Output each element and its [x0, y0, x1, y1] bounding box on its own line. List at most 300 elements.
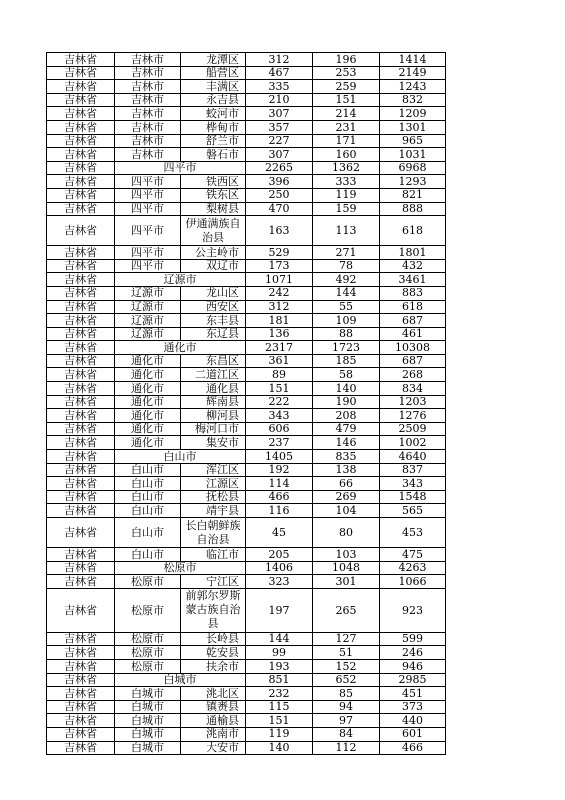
table-row — [47, 727, 446, 741]
value-cell-3: 461 — [380, 327, 446, 341]
city-name-cell: 辽源市 — [115, 273, 246, 287]
county-cell: 乾安县 — [181, 646, 246, 660]
value-cell-1: 1405 — [246, 450, 313, 464]
table-row — [47, 741, 446, 755]
value-cell-2: 112 — [313, 741, 380, 755]
city-cell: 吉林市 — [115, 120, 181, 134]
value-cell-1: 1071 — [246, 273, 313, 287]
value-cell-1: 606 — [246, 422, 313, 436]
city-cell: 吉林市 — [115, 80, 181, 94]
value-cell-3: 2509 — [380, 422, 446, 436]
city-cell: 白山市 — [115, 504, 181, 518]
table-row — [47, 354, 446, 368]
value-cell-2: 84 — [313, 727, 380, 741]
table-row — [47, 202, 446, 216]
value-cell-3: 687 — [380, 354, 446, 368]
value-cell-1: 466 — [246, 490, 313, 504]
value-cell-2: 1723 — [313, 341, 380, 355]
province-cell: 吉林省 — [47, 259, 115, 273]
value-cell-2: 58 — [313, 368, 380, 382]
city-cell: 白城市 — [115, 741, 181, 755]
table-row — [47, 409, 446, 423]
value-cell-2: 269 — [313, 490, 380, 504]
city-cell: 吉林市 — [115, 53, 181, 67]
city-cell: 通化市 — [115, 395, 181, 409]
value-cell-2: 208 — [313, 409, 380, 423]
value-cell-3: 453 — [380, 518, 446, 548]
city-cell: 辽源市 — [115, 327, 181, 341]
county-cell: 靖宇县 — [181, 504, 246, 518]
city-cell: 松原市 — [115, 659, 181, 673]
table-row — [47, 632, 446, 646]
city-cell: 白山市 — [115, 518, 181, 548]
value-cell-1: 140 — [246, 741, 313, 755]
county-cell: 浑江区 — [181, 463, 246, 477]
value-cell-2: 333 — [313, 175, 380, 189]
value-cell-2: 103 — [313, 548, 380, 562]
value-cell-2: 253 — [313, 66, 380, 80]
province-cell: 吉林省 — [47, 80, 115, 94]
value-cell-2: 835 — [313, 450, 380, 464]
value-cell-1: 312 — [246, 300, 313, 314]
value-cell-1: 307 — [246, 107, 313, 121]
value-cell-3: 246 — [380, 646, 446, 660]
value-cell-1: 192 — [246, 463, 313, 477]
province-cell: 吉林省 — [47, 436, 115, 450]
county-cell: 永吉县 — [181, 93, 246, 107]
city-cell: 白城市 — [115, 727, 181, 741]
data-table — [46, 52, 446, 755]
value-cell-3: 1276 — [380, 409, 446, 423]
value-cell-2: 94 — [313, 700, 380, 714]
city-name-cell: 通化市 — [115, 341, 246, 355]
value-cell-2: 301 — [313, 575, 380, 589]
province-cell: 吉林省 — [47, 341, 115, 355]
county-cell: 通化县 — [181, 382, 246, 396]
city-total-row — [47, 450, 446, 464]
table-row — [47, 382, 446, 396]
value-cell-1: 312 — [246, 53, 313, 67]
value-cell-1: 396 — [246, 175, 313, 189]
value-cell-2: 196 — [313, 53, 380, 67]
value-cell-3: 965 — [380, 134, 446, 148]
value-cell-3: 432 — [380, 259, 446, 273]
value-cell-1: 232 — [246, 687, 313, 701]
value-cell-1: 119 — [246, 727, 313, 741]
table-row — [47, 436, 446, 450]
table-row — [47, 504, 446, 518]
value-cell-2: 66 — [313, 477, 380, 491]
county-cell: 梨树县 — [181, 202, 246, 216]
value-cell-1: 323 — [246, 575, 313, 589]
city-cell: 松原市 — [115, 632, 181, 646]
province-cell: 吉林省 — [47, 134, 115, 148]
value-cell-3: 821 — [380, 188, 446, 202]
city-cell: 白山市 — [115, 548, 181, 562]
table-row — [47, 659, 446, 673]
table-row — [47, 646, 446, 660]
province-cell: 吉林省 — [47, 216, 115, 246]
table-row — [47, 575, 446, 589]
city-cell: 白城市 — [115, 714, 181, 728]
county-cell: 丰满区 — [181, 80, 246, 94]
county-cell: 长白朝鲜族自治县 — [181, 518, 246, 548]
value-cell-2: 78 — [313, 259, 380, 273]
city-cell: 四平市 — [115, 259, 181, 273]
province-cell: 吉林省 — [47, 107, 115, 121]
value-cell-1: 250 — [246, 188, 313, 202]
value-cell-1: 99 — [246, 646, 313, 660]
city-name-cell: 四平市 — [115, 161, 246, 175]
value-cell-3: 618 — [380, 300, 446, 314]
table-row — [47, 216, 446, 246]
table-row — [47, 286, 446, 300]
county-cell: 铁东区 — [181, 188, 246, 202]
city-total-row — [47, 161, 446, 175]
city-cell: 白城市 — [115, 700, 181, 714]
province-cell: 吉林省 — [47, 53, 115, 67]
table-row — [47, 490, 446, 504]
value-cell-3: 565 — [380, 504, 446, 518]
value-cell-2: 146 — [313, 436, 380, 450]
table-row — [47, 107, 446, 121]
city-cell: 吉林市 — [115, 134, 181, 148]
value-cell-2: 97 — [313, 714, 380, 728]
county-cell: 前郭尔罗斯蒙古族自治县 — [181, 588, 246, 632]
value-cell-3: 601 — [380, 727, 446, 741]
county-cell: 东昌区 — [181, 354, 246, 368]
province-cell: 吉林省 — [47, 477, 115, 491]
province-cell: 吉林省 — [47, 246, 115, 260]
value-cell-2: 265 — [313, 588, 380, 632]
city-cell: 白山市 — [115, 463, 181, 477]
value-cell-3: 4263 — [380, 561, 446, 575]
county-cell: 蛟河市 — [181, 107, 246, 121]
value-cell-1: 242 — [246, 286, 313, 300]
value-cell-2: 185 — [313, 354, 380, 368]
province-cell: 吉林省 — [47, 687, 115, 701]
value-cell-3: 837 — [380, 463, 446, 477]
value-cell-1: 361 — [246, 354, 313, 368]
table-row — [47, 120, 446, 134]
value-cell-1: 2317 — [246, 341, 313, 355]
county-cell: 公主岭市 — [181, 246, 246, 260]
province-cell: 吉林省 — [47, 395, 115, 409]
province-cell: 吉林省 — [47, 518, 115, 548]
value-cell-2: 88 — [313, 327, 380, 341]
value-cell-2: 140 — [313, 382, 380, 396]
province-cell: 吉林省 — [47, 504, 115, 518]
province-cell: 吉林省 — [47, 161, 115, 175]
city-cell: 四平市 — [115, 175, 181, 189]
county-cell: 通榆县 — [181, 714, 246, 728]
county-cell: 扶余市 — [181, 659, 246, 673]
city-cell: 吉林市 — [115, 93, 181, 107]
county-cell: 镇赉县 — [181, 700, 246, 714]
county-cell: 龙山区 — [181, 286, 246, 300]
value-cell-2: 138 — [313, 463, 380, 477]
value-cell-3: 373 — [380, 700, 446, 714]
value-cell-2: 479 — [313, 422, 380, 436]
value-cell-3: 923 — [380, 588, 446, 632]
city-cell: 吉林市 — [115, 66, 181, 80]
value-cell-3: 599 — [380, 632, 446, 646]
value-cell-1: 205 — [246, 548, 313, 562]
city-total-row — [47, 673, 446, 687]
table-row — [47, 714, 446, 728]
county-cell: 西安区 — [181, 300, 246, 314]
value-cell-1: 470 — [246, 202, 313, 216]
province-cell: 吉林省 — [47, 741, 115, 755]
value-cell-1: 343 — [246, 409, 313, 423]
county-cell: 辉南县 — [181, 395, 246, 409]
city-cell: 松原市 — [115, 588, 181, 632]
table-row — [47, 53, 446, 67]
county-cell: 洮南市 — [181, 727, 246, 741]
city-name-cell: 白城市 — [115, 673, 246, 687]
county-cell: 龙潭区 — [181, 53, 246, 67]
value-cell-1: 210 — [246, 93, 313, 107]
value-cell-3: 687 — [380, 314, 446, 328]
city-cell: 通化市 — [115, 368, 181, 382]
value-cell-2: 127 — [313, 632, 380, 646]
value-cell-1: 116 — [246, 504, 313, 518]
value-cell-2: 171 — [313, 134, 380, 148]
table-row — [47, 477, 446, 491]
value-cell-1: 307 — [246, 148, 313, 162]
value-cell-3: 1243 — [380, 80, 446, 94]
county-cell: 东辽县 — [181, 327, 246, 341]
province-cell: 吉林省 — [47, 659, 115, 673]
county-cell: 宁江区 — [181, 575, 246, 589]
city-total-row — [47, 561, 446, 575]
value-cell-2: 104 — [313, 504, 380, 518]
value-cell-3: 1548 — [380, 490, 446, 504]
value-cell-3: 888 — [380, 202, 446, 216]
table-row — [47, 188, 446, 202]
table-row — [47, 134, 446, 148]
city-cell: 辽源市 — [115, 286, 181, 300]
value-cell-1: 2265 — [246, 161, 313, 175]
province-cell: 吉林省 — [47, 561, 115, 575]
value-cell-1: 45 — [246, 518, 313, 548]
value-cell-3: 946 — [380, 659, 446, 673]
province-cell: 吉林省 — [47, 273, 115, 287]
province-cell: 吉林省 — [47, 382, 115, 396]
value-cell-2: 214 — [313, 107, 380, 121]
county-cell: 柳河县 — [181, 409, 246, 423]
table-row — [47, 368, 446, 382]
province-cell: 吉林省 — [47, 66, 115, 80]
county-cell: 洮北区 — [181, 687, 246, 701]
city-cell: 四平市 — [115, 202, 181, 216]
province-cell: 吉林省 — [47, 463, 115, 477]
value-cell-2: 144 — [313, 286, 380, 300]
value-cell-2: 271 — [313, 246, 380, 260]
table-row — [47, 300, 446, 314]
province-cell: 吉林省 — [47, 314, 115, 328]
value-cell-3: 883 — [380, 286, 446, 300]
table-row — [47, 700, 446, 714]
value-cell-2: 119 — [313, 188, 380, 202]
value-cell-1: 163 — [246, 216, 313, 246]
value-cell-3: 268 — [380, 368, 446, 382]
province-cell: 吉林省 — [47, 175, 115, 189]
value-cell-2: 80 — [313, 518, 380, 548]
city-cell: 通化市 — [115, 409, 181, 423]
value-cell-3: 1031 — [380, 148, 446, 162]
value-cell-3: 1203 — [380, 395, 446, 409]
value-cell-2: 113 — [313, 216, 380, 246]
county-cell: 江源区 — [181, 477, 246, 491]
county-cell: 临江市 — [181, 548, 246, 562]
table-row — [47, 259, 446, 273]
city-cell: 通化市 — [115, 436, 181, 450]
city-total-row — [47, 273, 446, 287]
value-cell-2: 152 — [313, 659, 380, 673]
value-cell-3: 1002 — [380, 436, 446, 450]
county-cell: 长岭县 — [181, 632, 246, 646]
table-body — [47, 53, 446, 755]
table-row — [47, 518, 446, 548]
county-cell: 集安市 — [181, 436, 246, 450]
province-cell: 吉林省 — [47, 422, 115, 436]
value-cell-1: 197 — [246, 588, 313, 632]
value-cell-3: 1414 — [380, 53, 446, 67]
city-name-cell: 白山市 — [115, 450, 246, 464]
province-cell: 吉林省 — [47, 120, 115, 134]
province-cell: 吉林省 — [47, 714, 115, 728]
value-cell-3: 6968 — [380, 161, 446, 175]
value-cell-3: 2149 — [380, 66, 446, 80]
table-row — [47, 422, 446, 436]
city-cell: 通化市 — [115, 422, 181, 436]
province-cell: 吉林省 — [47, 188, 115, 202]
province-cell: 吉林省 — [47, 588, 115, 632]
city-cell: 松原市 — [115, 575, 181, 589]
value-cell-1: 136 — [246, 327, 313, 341]
value-cell-1: 222 — [246, 395, 313, 409]
value-cell-1: 115 — [246, 700, 313, 714]
value-cell-3: 10308 — [380, 341, 446, 355]
city-cell: 通化市 — [115, 382, 181, 396]
province-cell: 吉林省 — [47, 632, 115, 646]
value-cell-3: 4640 — [380, 450, 446, 464]
county-cell: 磐石市 — [181, 148, 246, 162]
table-row — [47, 148, 446, 162]
city-cell: 辽源市 — [115, 300, 181, 314]
value-cell-2: 259 — [313, 80, 380, 94]
city-cell: 通化市 — [115, 354, 181, 368]
city-cell: 四平市 — [115, 246, 181, 260]
province-cell: 吉林省 — [47, 700, 115, 714]
value-cell-1: 114 — [246, 477, 313, 491]
province-cell: 吉林省 — [47, 300, 115, 314]
value-cell-1: 193 — [246, 659, 313, 673]
value-cell-3: 834 — [380, 382, 446, 396]
value-cell-1: 173 — [246, 259, 313, 273]
county-cell: 梅河口市 — [181, 422, 246, 436]
province-cell: 吉林省 — [47, 202, 115, 216]
value-cell-3: 475 — [380, 548, 446, 562]
value-cell-1: 144 — [246, 632, 313, 646]
province-cell: 吉林省 — [47, 286, 115, 300]
value-cell-1: 151 — [246, 714, 313, 728]
city-total-row — [47, 341, 446, 355]
city-cell: 四平市 — [115, 216, 181, 246]
county-cell: 桦甸市 — [181, 120, 246, 134]
value-cell-3: 1209 — [380, 107, 446, 121]
value-cell-3: 1801 — [380, 246, 446, 260]
value-cell-1: 151 — [246, 382, 313, 396]
value-cell-2: 1048 — [313, 561, 380, 575]
county-cell: 二道江区 — [181, 368, 246, 382]
value-cell-2: 190 — [313, 395, 380, 409]
value-cell-3: 343 — [380, 477, 446, 491]
value-cell-3: 1066 — [380, 575, 446, 589]
table-row — [47, 327, 446, 341]
city-cell: 松原市 — [115, 646, 181, 660]
province-cell: 吉林省 — [47, 646, 115, 660]
county-cell: 双辽市 — [181, 259, 246, 273]
value-cell-2: 109 — [313, 314, 380, 328]
city-cell: 四平市 — [115, 188, 181, 202]
table-row — [47, 395, 446, 409]
value-cell-3: 1301 — [380, 120, 446, 134]
value-cell-1: 335 — [246, 80, 313, 94]
county-cell: 东丰县 — [181, 314, 246, 328]
value-cell-2: 160 — [313, 148, 380, 162]
table-row — [47, 588, 446, 632]
county-cell: 大安市 — [181, 741, 246, 755]
province-cell: 吉林省 — [47, 368, 115, 382]
value-cell-2: 492 — [313, 273, 380, 287]
table-row — [47, 314, 446, 328]
city-cell: 白山市 — [115, 477, 181, 491]
value-cell-2: 159 — [313, 202, 380, 216]
city-cell: 白城市 — [115, 687, 181, 701]
province-cell: 吉林省 — [47, 727, 115, 741]
value-cell-3: 618 — [380, 216, 446, 246]
table-row — [47, 175, 446, 189]
province-cell: 吉林省 — [47, 673, 115, 687]
province-cell: 吉林省 — [47, 548, 115, 562]
table-row — [47, 66, 446, 80]
value-cell-1: 181 — [246, 314, 313, 328]
value-cell-2: 55 — [313, 300, 380, 314]
value-cell-1: 1406 — [246, 561, 313, 575]
value-cell-1: 851 — [246, 673, 313, 687]
province-cell: 吉林省 — [47, 354, 115, 368]
city-name-cell: 松原市 — [115, 561, 246, 575]
value-cell-1: 357 — [246, 120, 313, 134]
value-cell-3: 3461 — [380, 273, 446, 287]
city-cell: 吉林市 — [115, 148, 181, 162]
table-row — [47, 93, 446, 107]
value-cell-2: 51 — [313, 646, 380, 660]
value-cell-3: 832 — [380, 93, 446, 107]
value-cell-1: 227 — [246, 134, 313, 148]
value-cell-2: 85 — [313, 687, 380, 701]
table-row — [47, 463, 446, 477]
province-cell: 吉林省 — [47, 575, 115, 589]
province-cell: 吉林省 — [47, 148, 115, 162]
province-cell: 吉林省 — [47, 93, 115, 107]
table-row — [47, 548, 446, 562]
value-cell-3: 2985 — [380, 673, 446, 687]
value-cell-3: 466 — [380, 741, 446, 755]
city-cell: 辽源市 — [115, 314, 181, 328]
